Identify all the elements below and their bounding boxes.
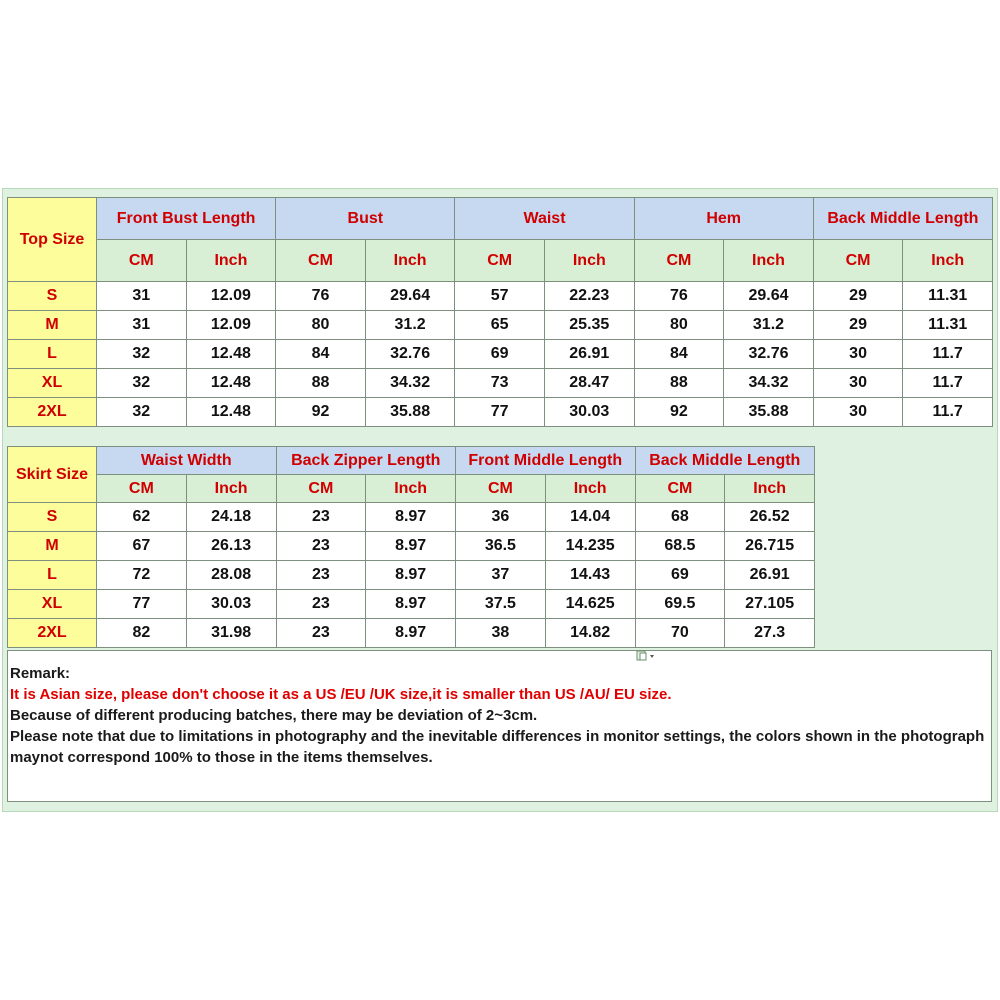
- value-cell: 84: [276, 340, 366, 369]
- table-row: [8, 503, 815, 532]
- value-cell: 26.715: [725, 532, 815, 561]
- value-cell: 12.48: [186, 398, 276, 427]
- value-cell: 27.3: [725, 619, 815, 648]
- unit-inch: Inch: [544, 240, 634, 282]
- value-cell: 23: [276, 503, 366, 532]
- value-cell: 76: [276, 282, 366, 311]
- size-cell: XL: [8, 590, 97, 619]
- value-cell: 31: [97, 311, 187, 340]
- value-cell: 77: [455, 398, 545, 427]
- size-chart-sheet: [2, 188, 998, 812]
- value-cell: 65: [455, 311, 545, 340]
- value-cell: 14.04: [545, 503, 635, 532]
- size-cell: S: [8, 503, 97, 532]
- value-cell: 30.03: [544, 398, 634, 427]
- group-header: Back Middle Length: [813, 198, 992, 240]
- value-cell: 68.5: [635, 532, 725, 561]
- value-cell: 57: [455, 282, 545, 311]
- unit-cm: CM: [455, 240, 545, 282]
- unit-cm: CM: [97, 240, 187, 282]
- value-cell: 8.97: [366, 503, 456, 532]
- value-cell: 14.43: [545, 561, 635, 590]
- value-cell: 82: [97, 619, 187, 648]
- size-cell: L: [8, 340, 97, 369]
- value-cell: 67: [97, 532, 187, 561]
- unit-inch: Inch: [903, 240, 993, 282]
- table-row: [8, 532, 815, 561]
- value-cell: 31.2: [724, 311, 814, 340]
- value-cell: 32: [97, 369, 187, 398]
- unit-cm: CM: [813, 240, 903, 282]
- value-cell: 84: [634, 340, 724, 369]
- value-cell: 28.47: [544, 369, 634, 398]
- value-cell: 12.09: [186, 282, 276, 311]
- group-header: Back Middle Length: [635, 447, 815, 475]
- value-cell: 70: [635, 619, 725, 648]
- group-header: Waist Width: [97, 447, 277, 475]
- group-header: Front Bust Length: [97, 198, 276, 240]
- value-cell: 76: [634, 282, 724, 311]
- size-cell: XL: [8, 369, 97, 398]
- value-cell: 35.88: [365, 398, 455, 427]
- value-cell: 69.5: [635, 590, 725, 619]
- value-cell: 36.5: [456, 532, 546, 561]
- value-cell: 8.97: [366, 532, 456, 561]
- value-cell: 11.7: [903, 340, 993, 369]
- deviation-note: Because of different producing batches, there may be deviation of 2~3cm.: [10, 707, 538, 724]
- value-cell: 14.82: [545, 619, 635, 648]
- value-cell: 11.7: [903, 398, 993, 427]
- group-header: Hem: [634, 198, 813, 240]
- unit-inch: Inch: [545, 475, 635, 503]
- value-cell: 29: [813, 311, 903, 340]
- value-cell: 32: [97, 398, 187, 427]
- table-row: [8, 561, 815, 590]
- value-cell: 23: [276, 590, 366, 619]
- value-cell: 68: [635, 503, 725, 532]
- value-cell: 30: [813, 398, 903, 427]
- value-cell: 31: [97, 282, 187, 311]
- asian-size-warning: It is Asian size, please don't choose it as a US /EU /UK size,it is smaller than US /AU/ EU size.: [10, 686, 672, 703]
- size-cell: 2XL: [8, 619, 97, 648]
- value-cell: 11.7: [903, 369, 993, 398]
- value-cell: 92: [634, 398, 724, 427]
- value-cell: 73: [455, 369, 545, 398]
- table-row: [8, 369, 993, 398]
- value-cell: 26.13: [186, 532, 276, 561]
- value-cell: 37: [456, 561, 546, 590]
- value-cell: 35.88: [724, 398, 814, 427]
- unit-cm: CM: [276, 240, 366, 282]
- table-row: [8, 619, 815, 648]
- value-cell: 34.32: [365, 369, 455, 398]
- unit-cm: CM: [97, 475, 187, 503]
- value-cell: 26.91: [725, 561, 815, 590]
- value-cell: 8.97: [366, 590, 456, 619]
- group-header: Bust: [276, 198, 455, 240]
- value-cell: 12.09: [186, 311, 276, 340]
- value-cell: 26.91: [544, 340, 634, 369]
- value-cell: 23: [276, 619, 366, 648]
- table-row: [8, 311, 993, 340]
- skirt-size-label: Skirt Size: [8, 447, 97, 503]
- size-cell: L: [8, 561, 97, 590]
- size-cell: S: [8, 282, 97, 311]
- value-cell: 11.31: [903, 311, 993, 340]
- value-cell: 23: [276, 532, 366, 561]
- skirt-size-table: [7, 446, 815, 648]
- value-cell: 27.105: [725, 590, 815, 619]
- value-cell: 23: [276, 561, 366, 590]
- value-cell: 88: [276, 369, 366, 398]
- value-cell: 88: [634, 369, 724, 398]
- size-cell: M: [8, 532, 97, 561]
- value-cell: 69: [635, 561, 725, 590]
- group-header: Back Zipper Length: [276, 447, 456, 475]
- value-cell: 28.08: [186, 561, 276, 590]
- value-cell: 92: [276, 398, 366, 427]
- value-cell: 12.48: [186, 369, 276, 398]
- value-cell: 12.48: [186, 340, 276, 369]
- unit-inch: Inch: [186, 475, 276, 503]
- value-cell: 22.23: [544, 282, 634, 311]
- value-cell: 30: [813, 369, 903, 398]
- size-cell: 2XL: [8, 398, 97, 427]
- size-cell: M: [8, 311, 97, 340]
- value-cell: 32.76: [365, 340, 455, 369]
- value-cell: 31.98: [186, 619, 276, 648]
- value-cell: 30.03: [186, 590, 276, 619]
- value-cell: 34.32: [724, 369, 814, 398]
- value-cell: 80: [276, 311, 366, 340]
- value-cell: 24.18: [186, 503, 276, 532]
- remark-box: [7, 650, 992, 802]
- unit-cm: CM: [456, 475, 546, 503]
- value-cell: 69: [455, 340, 545, 369]
- value-cell: 11.31: [903, 282, 993, 311]
- value-cell: 25.35: [544, 311, 634, 340]
- value-cell: 38: [456, 619, 546, 648]
- value-cell: 8.97: [366, 619, 456, 648]
- top-size-label: Top Size: [8, 198, 97, 282]
- value-cell: 29.64: [724, 282, 814, 311]
- value-cell: 26.52: [725, 503, 815, 532]
- unit-cm: CM: [634, 240, 724, 282]
- unit-inch: Inch: [724, 240, 814, 282]
- paste-options-icon[interactable]: [636, 650, 658, 662]
- value-cell: 14.625: [545, 590, 635, 619]
- value-cell: 62: [97, 503, 187, 532]
- value-cell: 37.5: [456, 590, 546, 619]
- remark-title: Remark:: [10, 665, 71, 682]
- table-row: [8, 282, 993, 311]
- value-cell: 36: [456, 503, 546, 532]
- top-size-table: [7, 197, 993, 427]
- unit-cm: CM: [635, 475, 725, 503]
- value-cell: 31.2: [365, 311, 455, 340]
- value-cell: 14.235: [545, 532, 635, 561]
- unit-inch: Inch: [365, 240, 455, 282]
- value-cell: 32.76: [724, 340, 814, 369]
- table-row: [8, 398, 993, 427]
- unit-inch: Inch: [186, 240, 276, 282]
- unit-cm: CM: [276, 475, 366, 503]
- value-cell: 80: [634, 311, 724, 340]
- value-cell: 72: [97, 561, 187, 590]
- table-row: [8, 340, 993, 369]
- color-disclaimer: Please note that due to limitations in photography and the inevitable differences in monitor settings, the colors shown in the photograph maynot correspond 100% to those in the items themselves.: [10, 728, 985, 766]
- value-cell: 8.97: [366, 561, 456, 590]
- unit-inch: Inch: [725, 475, 815, 503]
- value-cell: 29: [813, 282, 903, 311]
- table-row: [8, 590, 815, 619]
- value-cell: 29.64: [365, 282, 455, 311]
- value-cell: 30: [813, 340, 903, 369]
- group-header: Waist: [455, 198, 634, 240]
- unit-inch: Inch: [366, 475, 456, 503]
- value-cell: 32: [97, 340, 187, 369]
- group-header: Front Middle Length: [456, 447, 636, 475]
- value-cell: 77: [97, 590, 187, 619]
